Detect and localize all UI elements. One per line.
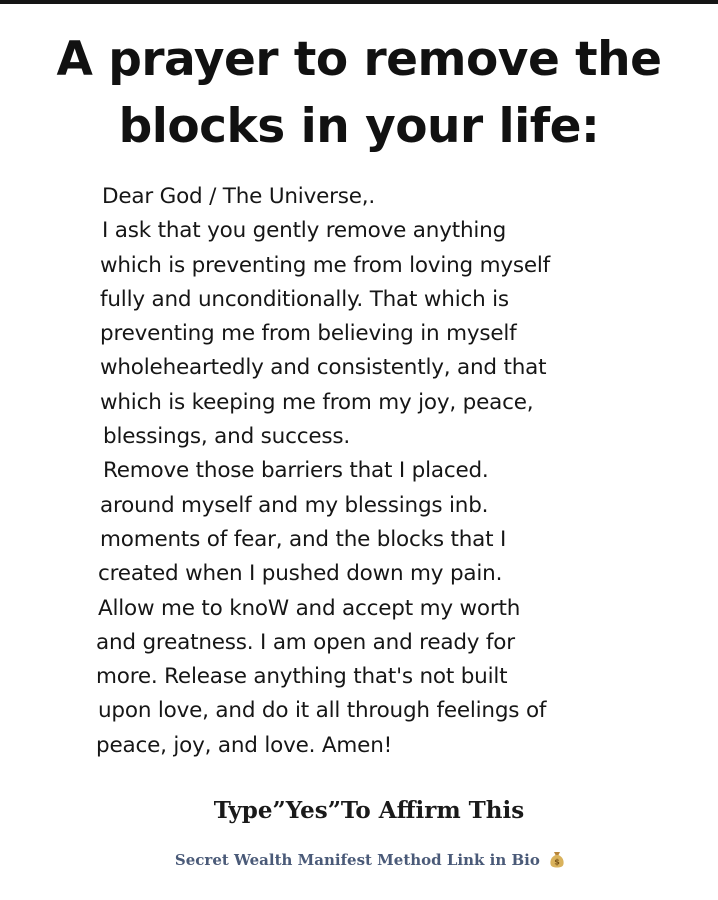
- prayer-line: Allow me to knoW and accept my worth: [98, 595, 521, 621]
- prayer-line: more. Release anything that's not built: [96, 664, 508, 690]
- title-line-2: blocks in your life:: [118, 99, 600, 154]
- prayer-line: wholeheartedly and consistently, and that: [100, 355, 547, 381]
- prayer-line: fully and unconditionally. That which is: [100, 286, 509, 312]
- title-line-1: A prayer to remove the: [56, 32, 662, 87]
- page-title: [0, 26, 718, 160]
- prayer-line: created when I pushed down my pain.: [98, 561, 503, 587]
- money-bag-icon: [549, 850, 565, 868]
- affirm-call-to-action: Type”Yes”To Affirm This: [213, 797, 525, 824]
- prayer-line: and greatness. I am open and ready for: [96, 629, 515, 655]
- prayer-line: I ask that you gently remove anything: [102, 218, 507, 244]
- prayer-line: Dear God / The Universe,.: [102, 184, 376, 209]
- top-border: [0, 0, 718, 4]
- svg-text:$: $: [554, 857, 560, 867]
- prayer-line: preventing me from believing in myself: [100, 321, 517, 347]
- footer-promo: [0, 847, 718, 873]
- prayer-body: [96, 180, 696, 763]
- prayer-line: moments of fear, and the blocks that I: [100, 526, 507, 552]
- prayer-line: peace, joy, and love. Amen!: [96, 732, 393, 758]
- prayer-line: which is preventing me from loving myself: [100, 252, 551, 278]
- prayer-line: blessings, and success.: [103, 424, 350, 450]
- footer-text: Secret Wealth Manifest Method Link in Bio: [174, 851, 540, 869]
- prayer-line: upon love, and do it all through feelings of: [98, 698, 547, 724]
- prayer-line: which is keeping me from my joy, peace,: [100, 389, 534, 415]
- prayer-line: around myself and my blessings inb.: [100, 492, 489, 518]
- prayer-line: Remove those barriers that I placed.: [103, 458, 489, 484]
